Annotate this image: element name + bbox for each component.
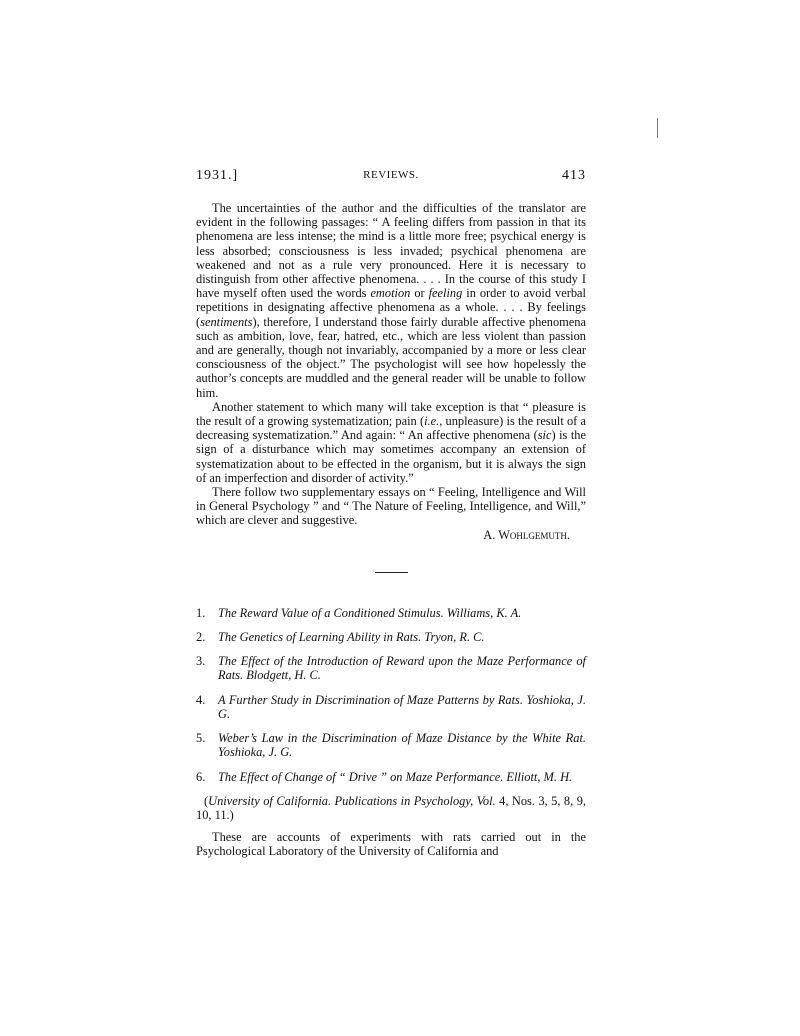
review-signature: A. Wohlgemuth.	[483, 527, 570, 542]
margin-mark	[657, 118, 658, 138]
review-paragraph-2: Another statement to which many will take exception is that “ pleasure is the result of a growing systematization; pain (i.e., unpleasure) is the result of a decreasing systematization.” And again: “ An affective phenomena (sic) is the sign of a disturbance which may sometimes accompany an extension of systematization about to be effected in the organism, but it is always the sign of an imperfection and disorder of activity.”	[196, 399, 586, 485]
reference-item: 2. The Genetics of Learning Ability in Rats. Tryon, R. C.	[196, 630, 485, 645]
header-title: REVIEWS.	[363, 169, 419, 181]
running-header	[196, 168, 586, 188]
section-divider	[375, 572, 408, 573]
term-ie: i.e.,	[424, 414, 443, 429]
reference-item: 6. The Effect of Change of “ Drive ” on Maze Performance. Elliott, M. H.	[196, 769, 573, 784]
reference-item: 5. Weber’s Law in the Discrimination of Maze Distance by the White Rat. Yoshioka, J. G.	[196, 731, 586, 760]
review-body	[196, 201, 586, 542]
publication-series: (University of California. Publications in Psychology, Vol. 4, Nos. 3, 5, 8, 9, 10, 11.)	[196, 793, 586, 822]
reference-item: 1. The Reward Value of a Conditioned Stimulus. Williams, K. A.	[196, 605, 522, 620]
term-feeling: feeling	[428, 286, 463, 301]
reference-item: 3. The Effect of the Introduction of Reward upon the Maze Performance of Rats. Blodgett, H. C.	[196, 654, 586, 683]
page-number: 413	[562, 168, 586, 183]
term-emotion: emotion	[370, 286, 411, 301]
term-sentiments: sentiments	[200, 314, 253, 329]
review-paragraph-3: There follow two supplementary essays on “ Feeling, Intelligence and Will in General Psychology ” and “ The Nature of Feeling, Intelligence, and Will,” which are clever and suggestive.	[196, 485, 586, 528]
reference-list	[196, 606, 586, 859]
term-sic: sic	[537, 428, 552, 443]
reference-item: 4. A Further Study in Discrimination of Maze Patterns by Rats. Yoshioka, J. G.	[196, 692, 586, 721]
closing-paragraph: These are accounts of experiments with rats carried out in the Psychological Laboratory of the University of California and	[196, 830, 586, 859]
review-paragraph-1: The uncertainties of the author and the difficulties of the translator are evident in the following passages: “ A feeling differs from passion in that its phenomena are less intense; the mind is a little more free; psychical energy is less absorbed; consciousness is less invaded; psychical phenomena are weakened and not as a rule very pronounced. Here it is necessary to distinguish from other affective phenomena. . . . In the course of this study I have myself often used the words emotion or feeling in order to avoid verbal repetitions in designating affective phenomena as a whole. . . . By feelings (sentiments), therefore, I understand those fairly durable affective phenomena such as ambition, love, fear, hatred, etc., which are less violent than passion and are generally, though not invariably, accompanied by a more or less clear consciousness of the object.” The psychologist will see how hopelessly the author’s concepts are muddled and the general reader will be unable to follow him.	[196, 201, 586, 400]
header-year: 1931.]	[196, 168, 239, 183]
page	[196, 168, 586, 859]
